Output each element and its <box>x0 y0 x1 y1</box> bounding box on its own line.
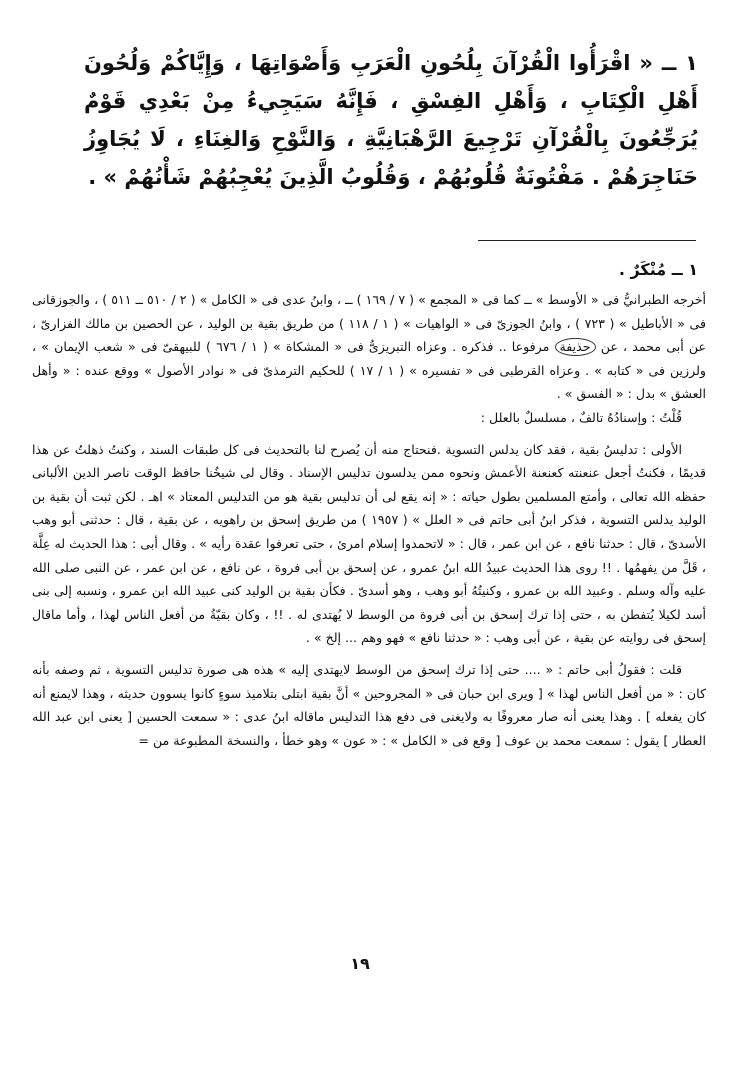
takhrij-paragraph <box>32 288 706 406</box>
footnote-separator <box>478 240 696 241</box>
second-paragraph: قلت : فقولُ أبى حاتم : « .... حتى إذا ترك إسحق من الوسط لايهتدى إليه » هذه هى صورة تدليس التسوية ، ثم وصفه بأنه كان : « من أفعل الناس لهذا » [ ويرى ابن حبان فى « المجروحين » أنَّ بقية ابتلى بتلاميذ سوءٍ كانوا يسوون حديثه ، وهذا لايمنع أنه كان يفعله ] . وهذا يعنى أنه صار معروفًا به ولايغنى فى دفع هذا التدليس ماقاله ابنُ عدى : « سمعت الحسين [ يعنى ابن عبد الله العطار ] يقول : سمعت محمد بن عوف [ وقع فى « الكامل » : « عون » وهو خطأ ، والنسخة المطبوعة من = <box>32 661 706 748</box>
hadith-text: ١ ــ « اقْرَأُوا الْقُرْآنَ بِلُحُونِ الْعَرَبِ وَأَصْوَاتِهَا ، وَإِيَّاكُمْ وَلُحُونَ أَهْلِ الْكِتَابِ ، وَأَهْلِ الفِسْقِ ، فَإِنَّهُ سَيَجِيءُ مِنْ بَعْدِي قَوْمٌ يُرَجِّعُونَ بِالْقُرْآنِ تَرْجِيعَ الرَّهْبَانِيَّةِ ، وَالنَّوْحِ وَالغِنَاءِ ، لَا يُجَاوِزُ حَنَاجِرَهُمْ . مَفْتُونَةٌ قُلُوبُهُمْ ، وَقُلُوبُ الَّذِينَ يُعْجِبُهُمْ شَأْنُهُمْ » . <box>84 51 698 189</box>
hadith-grade: ١ ــ مُنْكَرٌ . <box>618 260 698 279</box>
takhrij-part-two: مرفوعا .. فذكره . وعزاه التبريزىُّ فى « المشكاة » ( ١ / ٦٧٦ ) للبيهقىّ فى « شعب الإيمان » ، ولرزين فى « كتابه » . وعزاه القرطبى فى « تفسيره » ( ١ / ١٧ ) للحكيم الترمذىّ فى « نوادر الأصول » ووقع عنده : « وأهل العشق » بدل : « الفسق » . <box>32 339 706 402</box>
circled-word: حذيفة <box>555 338 596 356</box>
page-number: ١٩ <box>350 954 370 973</box>
comment-line: قُلْتُ : وإسنادُهُ تالفٌ ، مسلسلٌ بالعلل : <box>480 409 682 425</box>
takhrij-part-one: أخرجه الطبرانيُّ فى « الأوسط » ــ كما فى « المجمع » ( ٧ / ١٦٩ ) ــ ، وابنُ عدى فى « الكامل » ( ٢ / ٥١٠ ــ ٥١١ ) ، والجوزقانى فى « الأباطيل » ( ٧٢٣ ) ، وابنُ الجوزىّ فى « الواهيات » ( ١ / ١١٨ ) من طريق بقية بن الوليد ، عن الحصين بن مالك الفزارىّ ، عن أبى محمد ، عن <box>32 292 707 355</box>
footnotes <box>32 288 706 752</box>
first-cause-paragraph: الأولى : تدليسُ بقية ، فقد كان يدلس التسوية .فنحتاج منه أن يُصرح لنا بالتحديث فى كل طبقات السند ، وكنتُ ذهلتُ عن هذا قديمًا ، فكنتُ أجعل عنعنته كعنعنة الأعمش ونحوه ممن يدلسون تدليس الإسناد . وقال لى شيخُنا حافظ الوقت ناصر الدين الألبانى حفظه الله تعالى ، وأمتع المسلمين بطول حياته : « إنه يقع لى أن تدليس بقية هو من التدليس المعتاد » اهـ . لكن ثبت أن بقية بن الوليد يدلس التسوية ، فذكر ابنُ أبى حاتم فى « العلل » ( ١٩٥٧ ) من طريق إسحق بن راهويه ، عن بقية ، قال : حدثنى أبو وهب الأسدىّ ، قال : حدثنا نافع ، عن ابن عمر ، قال : « لاتحمدوا إسلام امرئ ، حتى تعرفوا عقدة رأيه » . وقال أبى : هذا الحديث له عِلَّة ، قَلَّ من يفهمُها . !! روى هذا الحديث عبيدُ الله ابنُ عمرو ، عن إسحق بن أبى فروة ، عن نافع ، عن ابن عمر ، عن النبى صلى الله عليه وآله وسلم . وعبيد الله بن عمرو ، وكنيتُهُ أبو وهب ، وهو أسدىّ . فكأن بقية بن الوليد كنى عبيد الله ابن عمرو ، ونسبه إلى بنى أسد لكيلا يُتفطن به ، حتى إذا ترك إسحق بن أبى فروة من الوسط لا يُهتدى له . !! ، وكان بقيّةُ من أفعل الناس لهذا ، وأما ماقال إسحق فى روايته عن بقية ، عن أبى وهب : « حدثنا نافع » فهو وهم ... إلخ » . <box>32 441 706 646</box>
